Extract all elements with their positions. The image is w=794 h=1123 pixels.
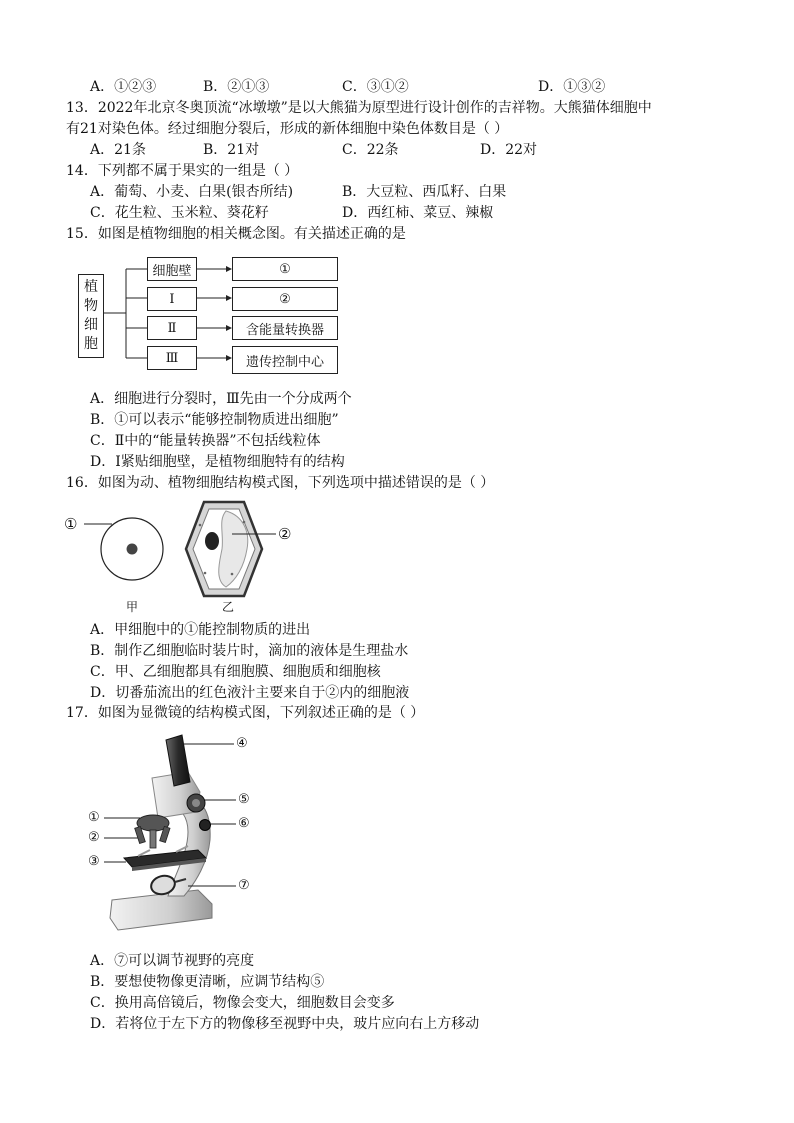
q14-stem: 14．下列都不属于果实的一组是（ ） xyxy=(66,163,299,179)
q16-option-a: A．甲细胞中的①能控制物质的进出 xyxy=(90,622,311,638)
q17-option-d: D．若将位于左下方的物像移至视野中央，玻片应向右上方移动 xyxy=(90,1016,480,1032)
diagram-genetic-control-box: 遗传控制中心 xyxy=(232,346,338,374)
label-eyepiece-side: ① xyxy=(88,810,100,825)
q16-option-c: C．甲、乙细胞都具有细胞膜、细胞质和细胞核 xyxy=(90,664,381,680)
diagram-cell-wall-box: 细胞壁 xyxy=(147,257,197,281)
q13-option-a: A．21条 xyxy=(90,142,146,158)
q15-option-c: C．Ⅱ中的“能量转换器”不包括线粒体 xyxy=(90,433,321,449)
q17-stem: 17．如图为显微镜的结构模式图，下列叙述正确的是（ ） xyxy=(66,705,425,721)
q17-option-c: C．换用高倍镜后，物像会变大，细胞数目会变多 xyxy=(90,995,395,1011)
diagram-part-3-box: Ⅲ xyxy=(147,346,197,370)
label-eyepiece: ④ xyxy=(236,736,248,751)
label-objective: ② xyxy=(88,830,100,845)
q14-option-d: D．西红柿、菜豆、辣椒 xyxy=(342,205,494,221)
q15-stem: 15．如图是植物细胞的相关概念图。有关描述正确的是 xyxy=(66,226,406,242)
q12-option-b: B．②①③ xyxy=(203,79,270,95)
q14-option-a: A．葡萄、小麦、白果(银杏所结) xyxy=(90,184,294,200)
q13-option-c: C．22条 xyxy=(342,142,399,158)
label-coarse-focus: ⑤ xyxy=(238,792,250,807)
q13-option-b: B．21对 xyxy=(203,142,260,158)
diagram-function-1-box: ① xyxy=(232,257,338,281)
label-mirror: ⑦ xyxy=(238,878,250,893)
q12-option-c: C．③①② xyxy=(342,79,409,95)
diagram-part-1-box: Ⅰ xyxy=(147,287,197,311)
plant-cell xyxy=(186,502,276,596)
q16-stem: 16．如图为动、植物细胞结构模式图，下列选项中描述错误的是（ ） xyxy=(66,475,495,491)
label-stage: ③ xyxy=(88,854,100,869)
diagram-root-box: 植 物 细 胞 xyxy=(78,274,104,358)
animal-cell xyxy=(84,518,163,580)
q13-stem-line1: 13．2022年北京冬奥顶流“冰墩墩”是以大熊猫为原型进行设计创作的吉祥物。大熊猫体细胞中 xyxy=(66,100,652,116)
q14-option-c: C．花生粒、玉米粒、葵花籽 xyxy=(90,205,269,221)
q13-stem-line2: 有21对染色体。经过细胞分裂后，形成的新体细胞中染色体数目是（ ） xyxy=(66,121,509,137)
caption-animal-cell: 甲 xyxy=(126,600,139,614)
diagram-function-2-box: ② xyxy=(232,287,338,311)
q16-option-d: D．切番茄流出的红色液汁主要来自于②内的细胞液 xyxy=(90,685,410,701)
q17-option-b: B．要想使物像更清晰，应调节结构⑤ xyxy=(90,974,325,990)
q12-option-a: A．①②③ xyxy=(90,79,157,95)
label-vacuole: ② xyxy=(278,525,292,543)
q14-option-b: B．大豆粒、西瓜籽、白果 xyxy=(342,184,507,200)
q17-option-a: A．⑦可以调节视野的亮度 xyxy=(90,953,255,969)
diagram-energy-converter-box: 含能量转换器 xyxy=(232,316,338,340)
caption-plant-cell: 乙 xyxy=(222,600,235,614)
label-cell-membrane: ① xyxy=(64,515,78,533)
q15-option-b: B．①可以表示“能够控制物质进出细胞” xyxy=(90,412,339,428)
diagram-part-2-box: Ⅱ xyxy=(147,316,197,340)
q15-option-a: A．细胞进行分裂时，Ⅲ先由一个分成两个 xyxy=(90,391,352,407)
label-fine-focus: ⑥ xyxy=(238,816,250,831)
q16-option-b: B．制作乙细胞临时装片时，滴加的液体是生理盐水 xyxy=(90,643,409,659)
q13-option-d: D．22对 xyxy=(480,142,538,158)
q12-option-d: D．①③② xyxy=(538,79,606,95)
q15-option-d: D．Ⅰ紧贴细胞壁，是植物细胞特有的结构 xyxy=(90,454,345,470)
